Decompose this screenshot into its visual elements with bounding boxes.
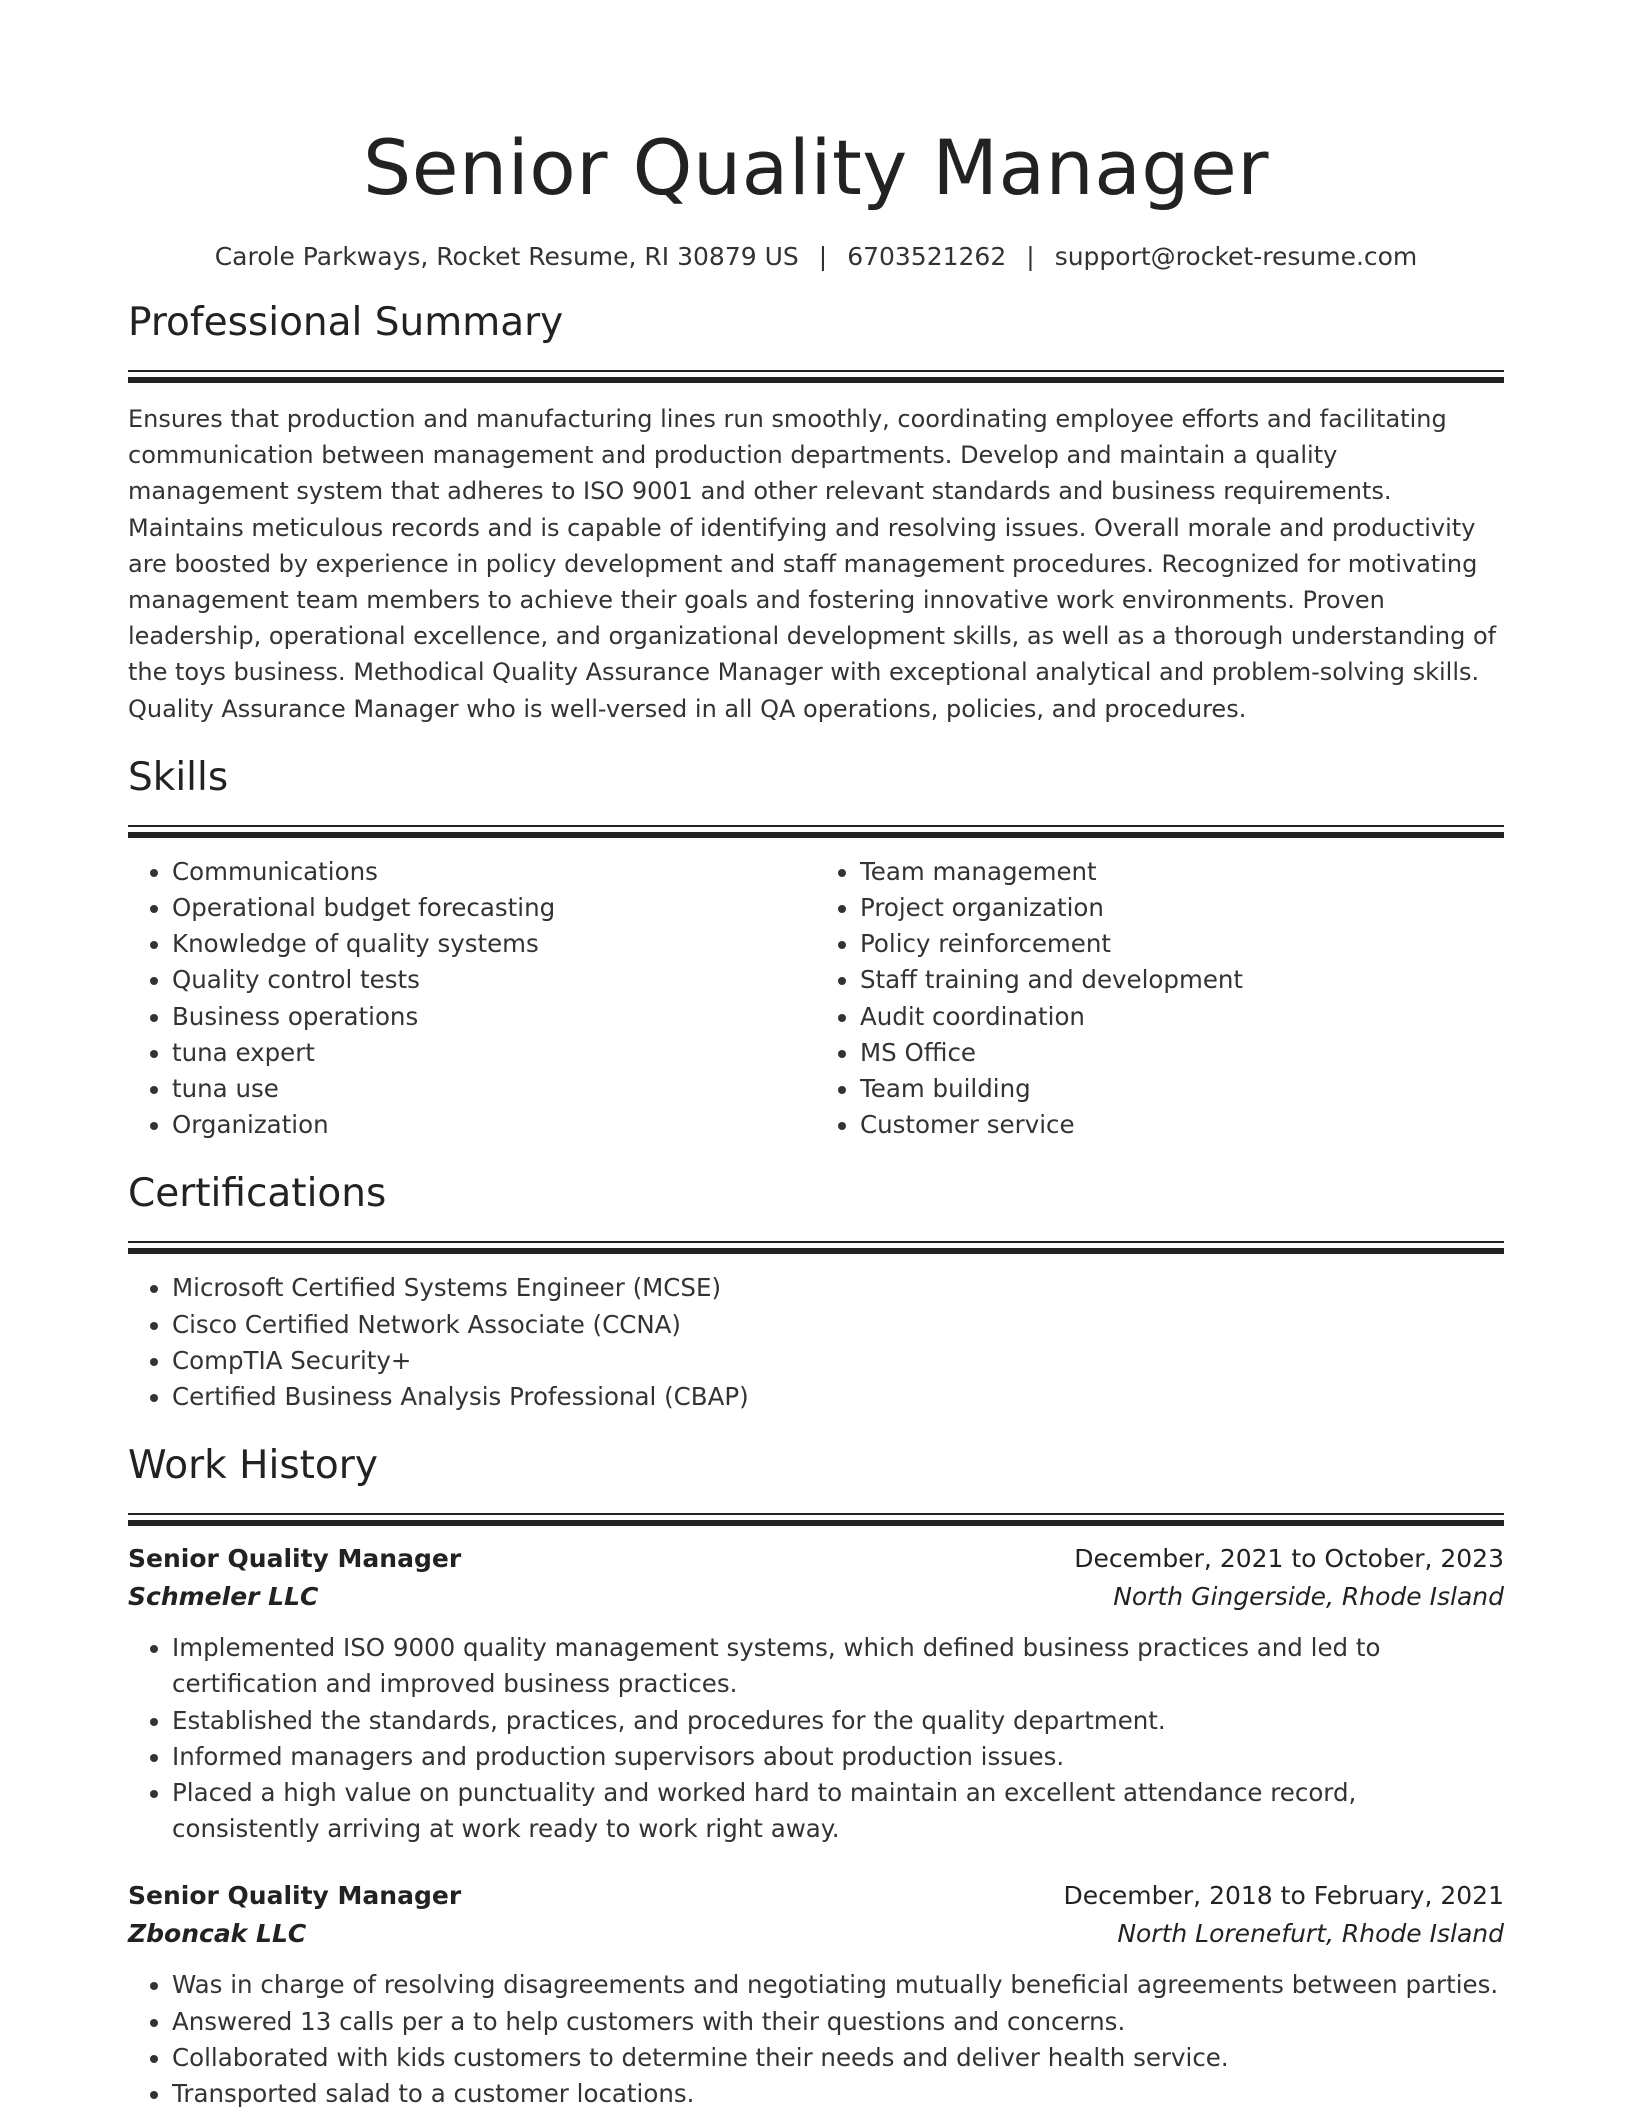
skill-item: • Communications bbox=[172, 854, 816, 890]
skill-item: • Staff training and development bbox=[860, 962, 1504, 998]
certification-item: • Microsoft Certified Systems Engineer (MCSE) bbox=[172, 1270, 1504, 1306]
job-bullet: • Collaborated with kids customers to determine their needs and deliver health service. bbox=[172, 2040, 1504, 2076]
skill-item: • tuna expert bbox=[172, 1035, 816, 1071]
contact-separator: | bbox=[818, 242, 828, 271]
skill-item: • Customer service bbox=[860, 1107, 1504, 1143]
summary-section bbox=[128, 298, 1504, 727]
job-bullet: • Established the standards, practices, and procedures for the quality department. bbox=[172, 1703, 1504, 1739]
certification-item: • CompTIA Security+ bbox=[172, 1343, 1504, 1379]
skill-item: • Operational budget forecasting bbox=[172, 890, 816, 926]
skill-item: • Project organization bbox=[860, 890, 1504, 926]
job-entry bbox=[128, 1540, 1504, 1847]
job-subheader bbox=[128, 1915, 1504, 1953]
contact-line bbox=[128, 240, 1504, 274]
job-bullet: • Answered 13 calls per a to help customers with their questions and concerns. bbox=[172, 2004, 1504, 2040]
skill-item: • Team management bbox=[860, 854, 1504, 890]
skill-item: • tuna use bbox=[172, 1071, 816, 1107]
certifications-heading: Certifications bbox=[128, 1171, 387, 1217]
job-dates: December, 2021 to October, 2023 bbox=[1074, 1544, 1504, 1574]
section-divider bbox=[128, 1513, 1504, 1526]
certification-item: • Cisco Certified Network Associate (CCNA) bbox=[172, 1307, 1504, 1343]
section-divider bbox=[128, 370, 1504, 383]
job-bullet: • Informed managers and production supervisors about production issues. bbox=[172, 1739, 1504, 1775]
skills-left-column bbox=[128, 854, 816, 1144]
job-location: North Gingerside, Rhode Island bbox=[1113, 1582, 1504, 1612]
skill-item: • Quality control tests bbox=[172, 962, 816, 998]
job-header bbox=[128, 1877, 1504, 1915]
certifications-section bbox=[128, 1169, 1504, 1415]
job-subheader bbox=[128, 1578, 1504, 1616]
job-entry bbox=[128, 1877, 1504, 2112]
job-bullet: • Was in charge of resolving disagreements and negotiating mutually beneficial agreements between parties. bbox=[172, 1967, 1504, 2003]
skill-item: • MS Office bbox=[860, 1035, 1504, 1071]
job-dates: December, 2018 to February, 2021 bbox=[1063, 1881, 1504, 1911]
summary-heading: Professional Summary bbox=[128, 300, 564, 345]
work-history-heading: Work History bbox=[128, 1443, 378, 1489]
job-bullet: • Placed a high value on punctuality and worked hard to maintain an excellent attendance record, consistently arriving at work ready to work right away. bbox=[172, 1775, 1504, 1847]
job-bullet: • Transported salad to a customer locations. bbox=[172, 2076, 1504, 2112]
skill-item: • Knowledge of quality systems bbox=[172, 926, 816, 962]
resume-title: Senior Quality Manager bbox=[362, 123, 1270, 212]
skill-item: • Audit coordination bbox=[860, 999, 1504, 1035]
job-title: Senior Quality Manager bbox=[128, 1881, 462, 1911]
job-title: Senior Quality Manager bbox=[128, 1544, 462, 1574]
job-location: North Lorenefurt, Rhode Island bbox=[1117, 1919, 1504, 1949]
skill-item: • Policy reinforcement bbox=[860, 926, 1504, 962]
contact-phone: 6703521262 bbox=[847, 242, 1007, 271]
certifications-list bbox=[128, 1270, 1504, 1415]
job-company: Schmeler LLC bbox=[128, 1582, 319, 1612]
job-bullet: • Implemented ISO 9000 quality management systems, which defined business practices and led to certification and improved business practices. bbox=[172, 1630, 1504, 1702]
contact-separator: | bbox=[1026, 242, 1035, 271]
section-divider bbox=[128, 825, 1504, 838]
section-divider bbox=[128, 1241, 1504, 1254]
job-bullets bbox=[128, 1630, 1504, 1847]
skills-section bbox=[128, 753, 1504, 1144]
certification-item: • Certified Business Analysis Professional (CBAP) bbox=[172, 1379, 1504, 1415]
skill-item: • Organization bbox=[172, 1107, 816, 1143]
contact-email: support@rocket-resume.com bbox=[1054, 242, 1418, 271]
skill-item: • Business operations bbox=[172, 999, 816, 1035]
job-bullets bbox=[128, 1967, 1504, 2112]
job-company: Zboncak LLC bbox=[128, 1919, 307, 1949]
skills-right-column bbox=[816, 854, 1504, 1144]
job-header bbox=[128, 1540, 1504, 1578]
skill-item: • Team building bbox=[860, 1071, 1504, 1107]
summary-text: Ensures that production and manufacturing lines run smoothly, coordinating employee efforts and facilitating communication between management and production departments. Develop and maintain a quality management system that adheres to ISO 9001 and other relevant standards and business requirements. Maintains meticulous records and is capable of identifying and resolving issues. Overall morale and productivity are boosted by experience in policy development and staff management procedures. Recognized for motivating management team members to achieve their goals and fostering innovative work environments. Proven leadership, operational excellence, and organizational development skills, as well as a thorough understanding of the toys business. Methodical Quality Assurance Manager with exceptional analytical and problem-solving skills. Quality Assurance Manager who is well-versed in all QA operations, policies, and procedures. bbox=[128, 405, 1497, 723]
work-history-section bbox=[128, 1441, 1504, 2112]
skills-columns bbox=[128, 854, 1504, 1144]
skills-heading: Skills bbox=[128, 754, 229, 800]
contact-address: Carole Parkways, Rocket Resume, RI 30879 US bbox=[214, 242, 799, 271]
